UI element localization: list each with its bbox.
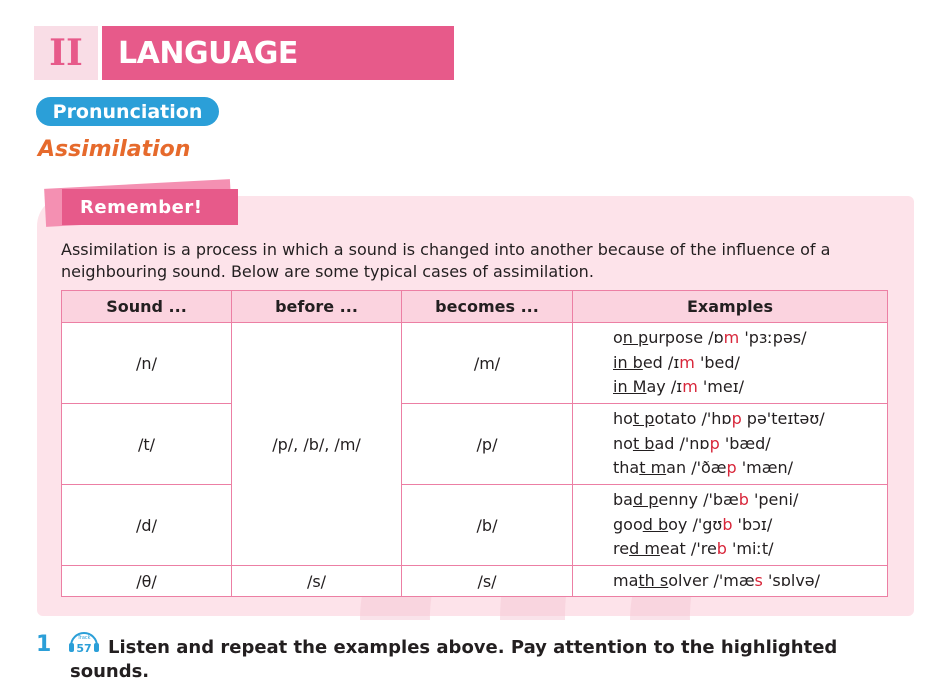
- example-line: hot potato /'hɒp pə'teɪtəʊ/: [613, 409, 825, 429]
- assimilation-table: [61, 290, 888, 597]
- sound-cell: /n/: [62, 323, 232, 404]
- header-sound: Sound ...: [62, 291, 232, 323]
- table-header-row: [62, 291, 888, 323]
- exercise-number: 1: [36, 632, 52, 657]
- track-label: Track: [77, 635, 91, 641]
- example-line: in May /ɪm 'meɪ/: [613, 377, 745, 397]
- examples-cell: [573, 566, 888, 597]
- table-row: [62, 485, 888, 566]
- becomes-cell: /m/: [402, 323, 573, 404]
- header-examples: Examples: [573, 291, 888, 323]
- before-cell: /s/: [232, 566, 402, 597]
- section-number: II: [34, 26, 98, 80]
- remember-tab: Remember!: [62, 189, 238, 225]
- exercise-instruction: Listen and repeat the examples above. Pay attention to the highlighted sounds.: [70, 637, 838, 682]
- before-cell: /p/, /b/, /m/: [232, 323, 402, 566]
- becomes-cell: /s/: [402, 566, 573, 597]
- sound-cell: /d/: [62, 485, 232, 566]
- table-row: [62, 323, 888, 404]
- example-line: in bed /ɪm 'bed/: [613, 352, 740, 372]
- sound-cell: /t/: [62, 404, 232, 485]
- header-before: before ...: [232, 291, 402, 323]
- track-number: 57: [76, 642, 92, 655]
- example-line: on purpose /ɒm 'pɜːpəs/: [613, 328, 807, 348]
- examples-cell: [573, 485, 888, 566]
- table-row: [62, 566, 888, 597]
- pronunciation-label: Pronunciation: [36, 97, 219, 126]
- example-line: good boy /'gʊb 'bɔɪ/: [613, 514, 773, 534]
- examples-cell: [573, 404, 888, 485]
- example-line: math solver /'mæs 'sɒlvə/: [613, 570, 821, 590]
- intro-text: Assimilation is a process in which a sound is changed into another because of the influence of a neighbouring sound. Below are some typical cases of assimilation.: [61, 240, 831, 281]
- example-line: bad penny /'bæb 'peni/: [613, 490, 799, 510]
- sound-cell: /θ/: [62, 566, 232, 597]
- section-title: LANGUAGE: [102, 26, 454, 80]
- header-becomes: becomes ...: [402, 291, 573, 323]
- becomes-cell: /p/: [402, 404, 573, 485]
- table-row: [62, 404, 888, 485]
- example-line: not bad /'nɒp 'bæd/: [613, 433, 771, 453]
- example-line: red meat /'reb 'miːt/: [613, 539, 774, 559]
- examples-cell: [573, 323, 888, 404]
- topic-title: Assimilation: [38, 137, 191, 162]
- becomes-cell: /b/: [402, 485, 573, 566]
- example-line: that man /'ðæp 'mæn/: [613, 458, 793, 478]
